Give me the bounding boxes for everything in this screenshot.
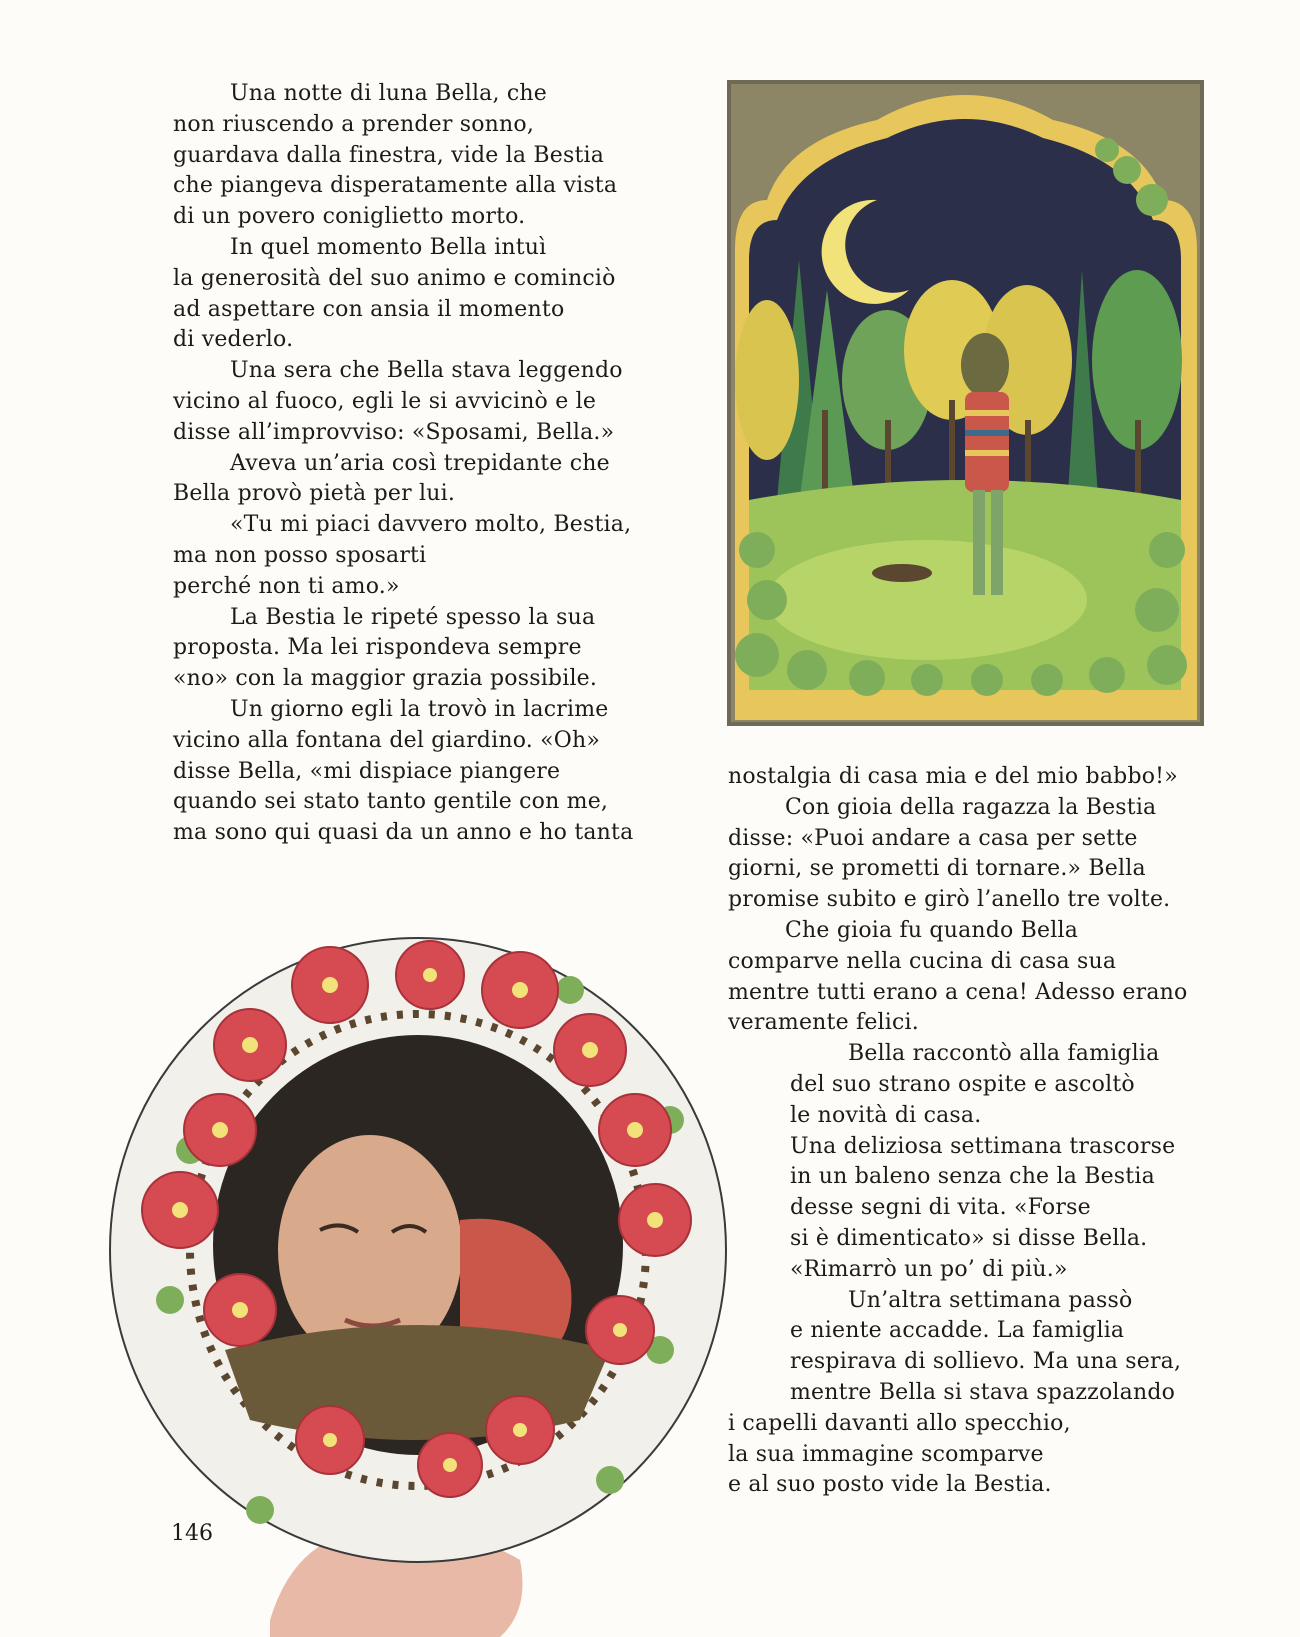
text-line: In quel momento Bella intuì [230, 234, 547, 260]
text-line: di un povero coniglietto morto. [173, 204, 526, 230]
text-line: le novità di casa. [790, 1102, 982, 1128]
text-line: ad aspettare con ansia il momento [173, 296, 565, 322]
text-line: del suo strano ospite e ascoltò [790, 1071, 1135, 1097]
text-line: Una sera che Bella stava leggendo [230, 358, 623, 384]
text-line: proposta. Ma lei rispondeva sempre [173, 635, 582, 661]
text-line: Aveva un’aria così trepidante che [230, 450, 610, 476]
text-line: ma sono qui quasi da un anno e ho tanta [173, 820, 634, 846]
text-line: comparve nella cucina di casa sua [728, 948, 1117, 974]
text-line: e al suo posto vide la Bestia. [728, 1472, 1052, 1498]
text-line: mentre tutti erano a cena! Adesso erano [728, 979, 1188, 1005]
text-line: di vederlo. [173, 327, 294, 353]
text-line: desse segni di vita. «Forse [790, 1195, 1091, 1221]
text-line: giorni, se prometti di tornare.» Bella [728, 856, 1146, 882]
text-line: disse Bella, «mi dispiace piangere [173, 758, 561, 784]
text-line: Un’altra settimana passò [848, 1287, 1133, 1313]
text-line: «Tu mi piaci davvero molto, Bestia, [230, 512, 632, 538]
text-line: non riuscendo a prender sonno, [173, 111, 535, 137]
text-line: Bella provò pietà per lui. [173, 481, 456, 507]
text-line: Bella raccontò alla famiglia [848, 1041, 1160, 1067]
text-line: la sua immagine scomparve [728, 1441, 1044, 1467]
text-line: «Rimarrò un po’ di più.» [790, 1256, 1068, 1282]
text-line: ma non posso sposarti [173, 542, 427, 568]
page-number: 146 [171, 1521, 213, 1546]
text-line: promise subito e girò l’anello tre volte. [728, 887, 1171, 913]
text-line: respirava di sollievo. Ma una sera, [790, 1349, 1182, 1375]
text-line: La Bestia le ripeté spesso la sua [230, 604, 596, 630]
text-line: guardava dalla finestra, vide la Bestia [173, 142, 605, 168]
text-line: Una notte di luna Bella, che [230, 81, 547, 106]
right-text-column [728, 762, 1187, 1501]
text-line: disse all’improvviso: «Sposami, Bella.» [173, 419, 615, 445]
dead-rabbit [872, 564, 932, 582]
text-line: nostalgia di casa mia e del mio babbo!» [728, 764, 1178, 789]
text-line: «no» con la maggior grazia possibile. [173, 666, 598, 692]
left-text-column [173, 79, 633, 849]
text-line: vicino al fuoco, egli le si avvicinò e le [173, 388, 597, 414]
text-line: in un baleno senza che la Bestia [790, 1164, 1155, 1190]
text-line: perché non ti amo.» [173, 573, 400, 599]
text-line: Una deliziosa settimana trascorse [790, 1133, 1176, 1159]
text-line: veramente felici. [728, 1010, 919, 1036]
night-garden-illustration [727, 80, 1204, 726]
text-line: che piangeva disperatamente alla vista [173, 173, 618, 199]
text-line: mentre Bella si stava spazzolando [790, 1379, 1176, 1405]
text-line: Un giorno egli la trovò in lacrime [230, 696, 609, 722]
text-line: quando sei stato tanto gentile con me, [173, 789, 609, 815]
text-line: e niente accadde. La famiglia [790, 1318, 1125, 1344]
text-line: disse: «Puoi andare a casa per sette [728, 825, 1138, 851]
text-line: Con gioia della ragazza la Bestia [785, 794, 1157, 820]
text-line: vicino alla fontana del giardino. «Oh» [173, 727, 601, 753]
text-line: si è dimenticato» si disse Bella. [790, 1225, 1148, 1251]
text-line: Che gioia fu quando Bella [785, 917, 1079, 943]
text-line: i capelli davanti allo specchio, [728, 1410, 1071, 1436]
text-line: la generosità del suo animo e cominciò [173, 265, 616, 291]
